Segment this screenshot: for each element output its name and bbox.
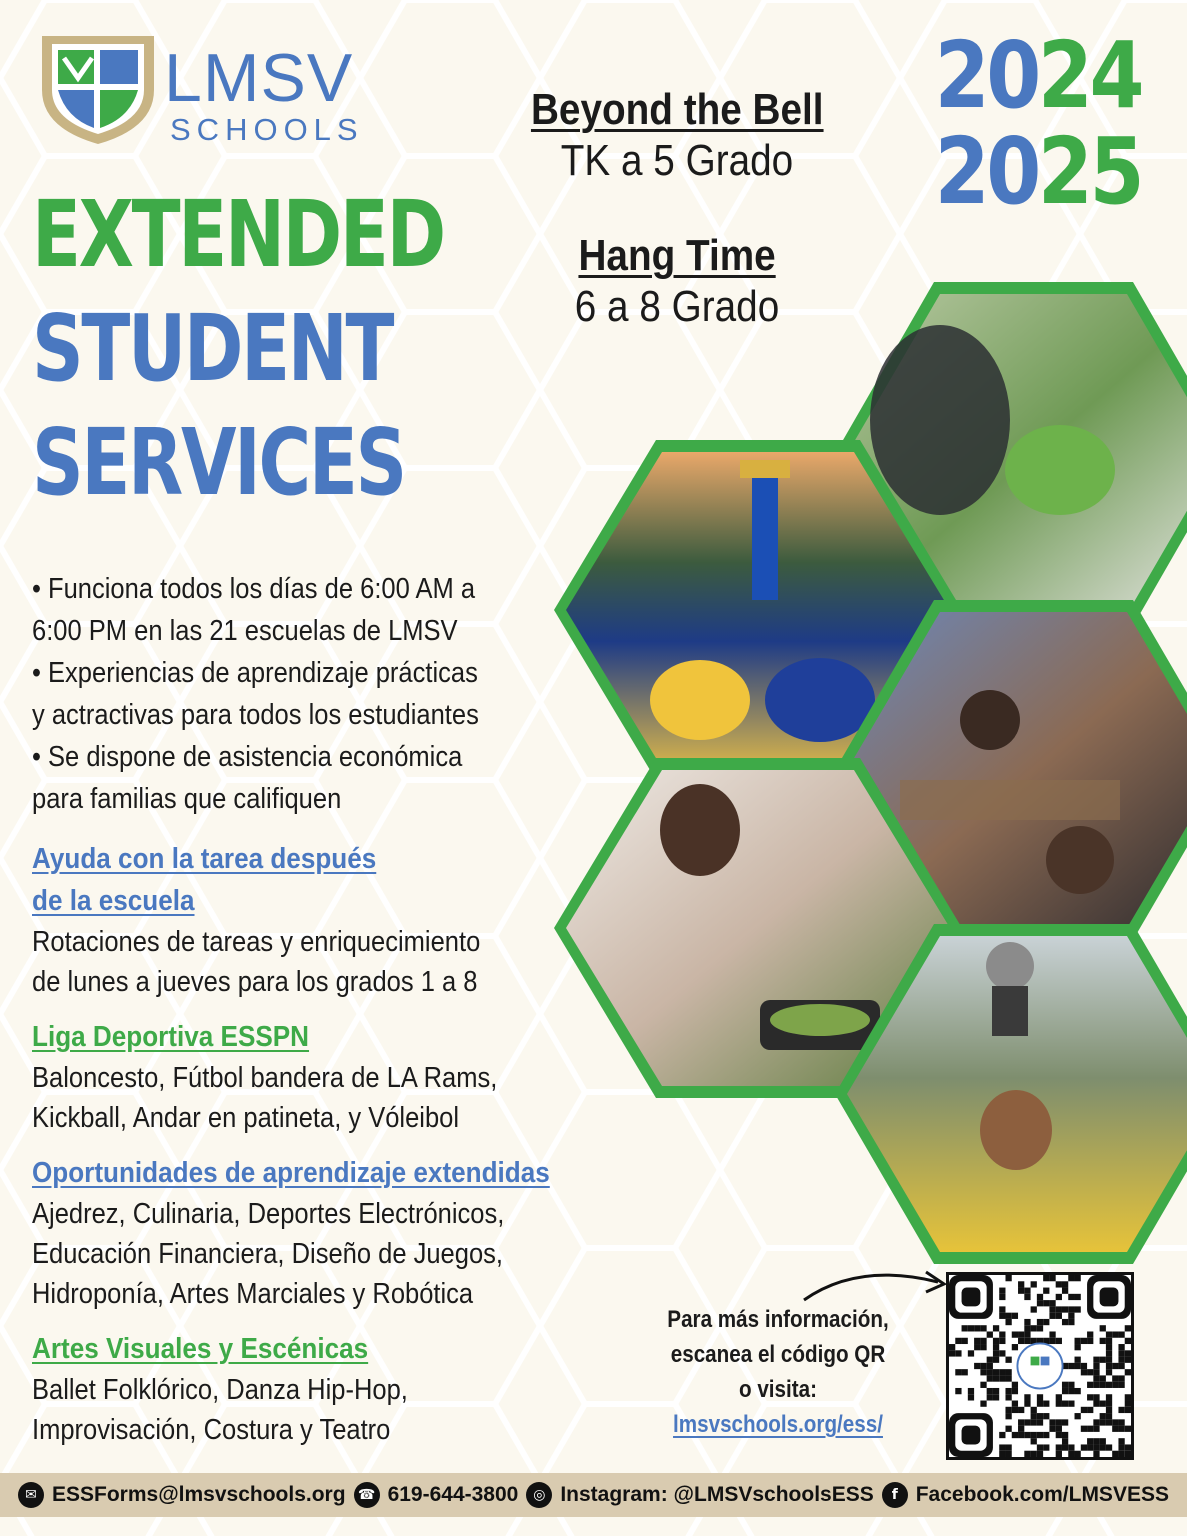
section-heading: Oportunidades de aprendizaje extendidas <box>32 1157 550 1189</box>
page-title <box>32 178 444 520</box>
program-sections <box>32 838 652 1464</box>
section-heading: de la escuela <box>32 885 195 917</box>
section-body: Ballet Folklórico, Danza Hip-Hop, <box>32 1374 408 1406</box>
footer-facebook[interactable] <box>882 1482 1169 1508</box>
phone-text: 619-644-3800 <box>387 1483 519 1506</box>
email-text: ESSForms@lmsvschools.org <box>52 1483 346 1506</box>
school-year <box>934 22 1141 225</box>
bullet-line: • Se dispone de asistencia económica <box>32 741 463 773</box>
section-body: Educación Financiera, Diseño de Juegos, <box>32 1238 503 1270</box>
title-line-1: EXTENDED <box>32 181 444 288</box>
footer-phone[interactable] <box>354 1482 519 1508</box>
section-body: Hidroponía, Artes Marciales y Robótica <box>32 1278 474 1310</box>
bullet-line: • Experiencias de aprendizaje prácticas <box>32 657 478 689</box>
facebook-icon: f <box>882 1482 908 1508</box>
section-extended-learning <box>32 1152 652 1314</box>
section-body: Rotaciones de tareas y enriquecimiento <box>32 926 481 958</box>
section-body: Baloncesto, Fútbol bandera de LA Rams, <box>32 1062 498 1094</box>
section-homework-help <box>32 838 652 1002</box>
footer-instagram[interactable] <box>526 1482 873 1508</box>
section-sports-league <box>32 1016 652 1138</box>
title-line-2: STUDENT <box>32 295 393 402</box>
section-body: Ajedrez, Culinaria, Deportes Electrónicos, <box>32 1198 505 1230</box>
section-heading: Artes Visuales y Escénicas <box>32 1333 369 1365</box>
qr-line-2: escanea el código QR <box>670 1341 886 1368</box>
section-body: de lunes a jueves para los grados 1 a 8 <box>32 966 478 998</box>
program-grade-hang-time: 6 a 8 Grado <box>574 282 780 331</box>
section-heading: Ayuda con la tarea después <box>32 843 377 875</box>
bullet-line: • Funciona todos los días de 6:00 AM a <box>32 573 476 605</box>
qr-line-3: o visita: <box>738 1376 817 1403</box>
qr-instructions <box>638 1302 918 1442</box>
facebook-text: Facebook.com/LMSVESS <box>915 1483 1169 1506</box>
footer-email[interactable] <box>18 1482 346 1508</box>
year-start: 2024 <box>934 22 1141 129</box>
qr-code-icon <box>949 1275 1131 1457</box>
section-body: Kickball, Andar en patineta, y Vóleibol <box>32 1102 460 1134</box>
program-list <box>462 84 892 332</box>
instagram-icon: ◎ <box>526 1482 552 1508</box>
logo-subtitle: SCHOOLS <box>170 112 364 147</box>
bullet-line: para familias que califiquen <box>32 783 342 815</box>
section-body: Improvisación, Costura y Teatro <box>32 1414 391 1446</box>
instagram-text: Instagram: @LMSVschoolsESS <box>560 1483 874 1506</box>
lmsv-logo <box>38 28 398 148</box>
website-link[interactable]: lmsvschools.org/ess/ <box>673 1411 883 1438</box>
qr-line-1: Para más información, <box>667 1306 889 1333</box>
envelope-icon: ✉ <box>18 1482 44 1508</box>
feature-bullets <box>32 568 592 820</box>
shield-logo-icon <box>38 28 158 146</box>
bullet-line: y actractivas para todos los estudiantes <box>32 699 479 731</box>
program-name-hang-time: Hang Time <box>578 231 776 280</box>
contact-footer <box>0 1473 1187 1517</box>
program-name-beyond-the-bell: Beyond the Bell <box>530 85 824 134</box>
year-end: 2025 <box>934 118 1141 225</box>
qr-code[interactable] <box>946 1272 1134 1460</box>
section-visual-performing-arts <box>32 1328 652 1450</box>
phone-icon: ☎ <box>354 1482 380 1508</box>
title-line-3: SERVICES <box>32 409 405 516</box>
qr-info <box>638 1262 1158 1462</box>
bullet-line: 6:00 PM en las 21 escuelas de LMSV <box>32 615 458 647</box>
program-grade-beyond-the-bell: TK a 5 Grado <box>560 136 794 185</box>
logo-wordmark: LMSV <box>164 40 354 116</box>
section-heading: Liga Deportiva ESSPN <box>32 1021 310 1053</box>
